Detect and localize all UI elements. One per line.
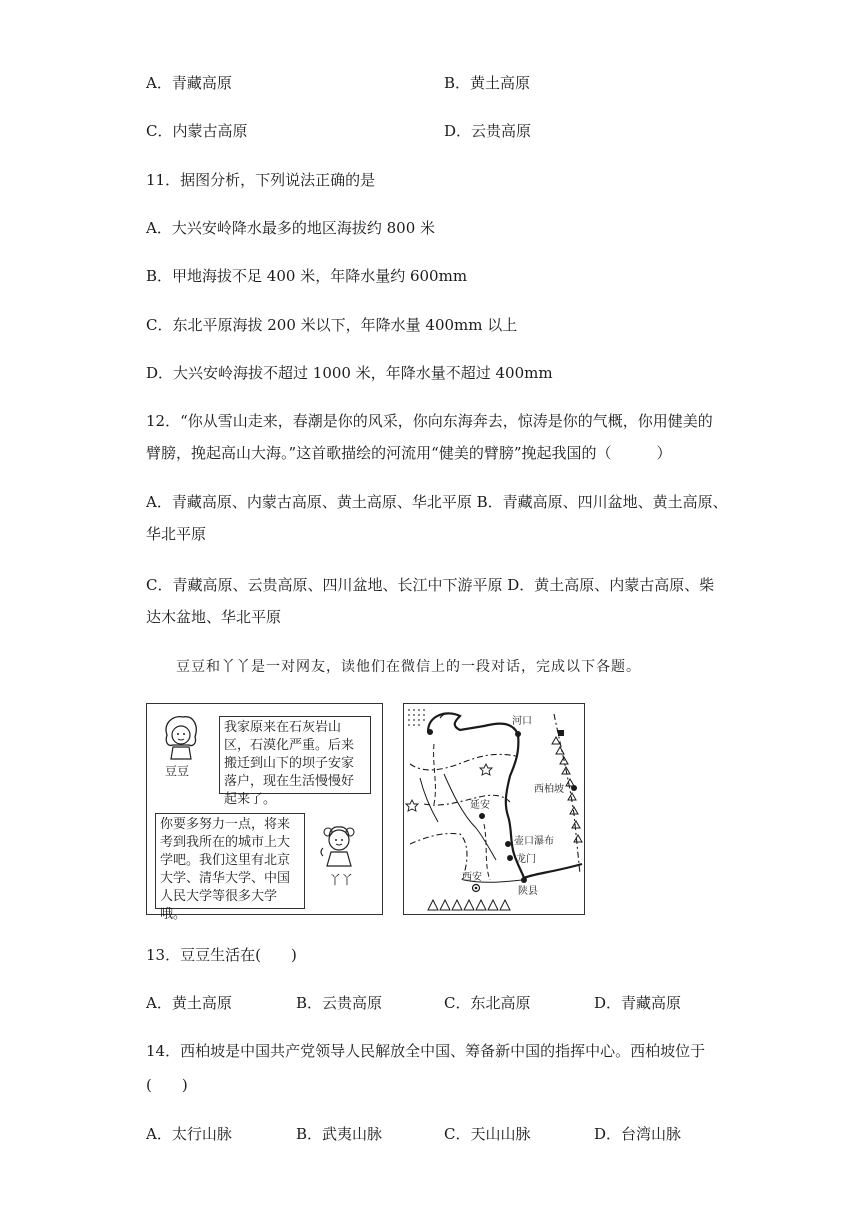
dialogue-intro: 豆豆和丫丫是一对网友，读他们在微信上的一段对话，完成以下各题。 xyxy=(176,659,641,675)
q10-option-c: C．内蒙古高原 xyxy=(146,122,248,140)
doudou-message: 我家原来在石灰岩山区，石漠化严重。后来搬迁到山下的坝子安家落户，现在生活慢慢好起来了。 xyxy=(219,716,371,794)
q13-stem: 13．豆豆生活在( ) xyxy=(146,946,297,964)
hekou-dot xyxy=(515,731,521,737)
yaya-name: 丫丫 xyxy=(329,873,354,887)
q13-option-c: C．东北高原 xyxy=(444,994,531,1012)
q10-option-b: B．黄土高原 xyxy=(444,74,531,92)
q14-option-c: C．天山山脉 xyxy=(444,1125,531,1143)
shanxian-dot xyxy=(521,877,527,883)
q11-option-d: D．大兴安岭海拔不超过 1000 米，年降水量不超过 400mm xyxy=(146,364,553,382)
yaya-message: 你要多努力一点，将来考到我所在的城市上大学吧。我们这里有北京大学、清华大学、中国人民大学等很多大学哦。 xyxy=(155,813,305,909)
city-dot-west xyxy=(427,729,433,735)
q11-option-a: A．大兴安岭降水最多的地区海拔约 800 米 xyxy=(146,219,436,237)
longmen-dot xyxy=(507,855,513,861)
label-hukou: 壶口瀑布 xyxy=(514,836,554,847)
chat-figure xyxy=(146,703,383,922)
map-figure xyxy=(403,703,585,915)
label-xibaipo: 西柏坡 xyxy=(534,784,564,795)
q12-options-cd-line1: C．青藏高原、云贵高原、四川盆地、长江中下游平原 D．黄土高原、内蒙古高原、柴 xyxy=(146,576,715,594)
q13-option-a: A．黄土高原 xyxy=(146,994,232,1012)
q11-option-b: B．甲地海拔不足 400 米，年降水量约 600mm xyxy=(146,267,468,285)
map-svg xyxy=(404,704,585,915)
q12-stem-line2: 臂膀，挽起高山大海。”这首歌描绘的河流用“健美的臂膀”挽起我国的（ ） xyxy=(146,444,672,462)
q11-option-c: C．东北平原海拔 200 米以下，年降水量 400mm 以上 xyxy=(146,316,518,334)
label-yanan: 延安 xyxy=(470,800,490,811)
yanan-dot xyxy=(479,813,485,819)
doudou-avatar xyxy=(159,713,203,761)
q13-option-d: D．青藏高原 xyxy=(594,994,682,1012)
q10-option-a: A．青藏高原 xyxy=(146,74,232,92)
q10-option-d: D．云贵高原 xyxy=(444,122,532,140)
label-longmen: 龙门 xyxy=(516,854,536,865)
label-hekou: 河口 xyxy=(512,716,532,727)
q14-option-b: B．武夷山脉 xyxy=(296,1125,383,1143)
q12-options-ab-line1: A．青藏高原、内蒙古高原、黄土高原、华北平原 B．青藏高原、四川盆地、黄土高原、 xyxy=(146,493,728,511)
q12-options-ab-line2: 华北平原 xyxy=(146,525,207,543)
label-shanxian: 陕县 xyxy=(518,886,538,897)
doudou-name: 豆豆 xyxy=(165,764,190,778)
q14-stem-line2: ( ) xyxy=(146,1076,188,1094)
q13-option-b: B．云贵高原 xyxy=(296,994,383,1012)
capital-marker xyxy=(558,730,564,736)
q12-stem-line1: 12．“你从雪山走来，春潮是你的风采，你向东海奔去，惊涛是你的气概，你用健美的 xyxy=(146,412,713,430)
desert-pattern xyxy=(408,709,425,726)
hukou-dot xyxy=(505,841,511,847)
q14-stem-line1: 14．西柏坡是中国共产党领导人民解放全中国、筹备新中国的指挥中心。西柏坡位于 xyxy=(146,1042,706,1060)
q14-option-d: D．台湾山脉 xyxy=(594,1125,682,1143)
qinling-mountains xyxy=(428,900,510,910)
yaya-avatar xyxy=(315,822,363,868)
q11-stem: 11．据图分析，下列说法正确的是 xyxy=(146,171,376,189)
q14-option-a: A．太行山脉 xyxy=(146,1125,232,1143)
q12-options-cd-line2: 达木盆地、华北平原 xyxy=(146,608,282,626)
label-xian: 西安 xyxy=(462,872,482,883)
xibaipo-dot xyxy=(571,785,577,791)
